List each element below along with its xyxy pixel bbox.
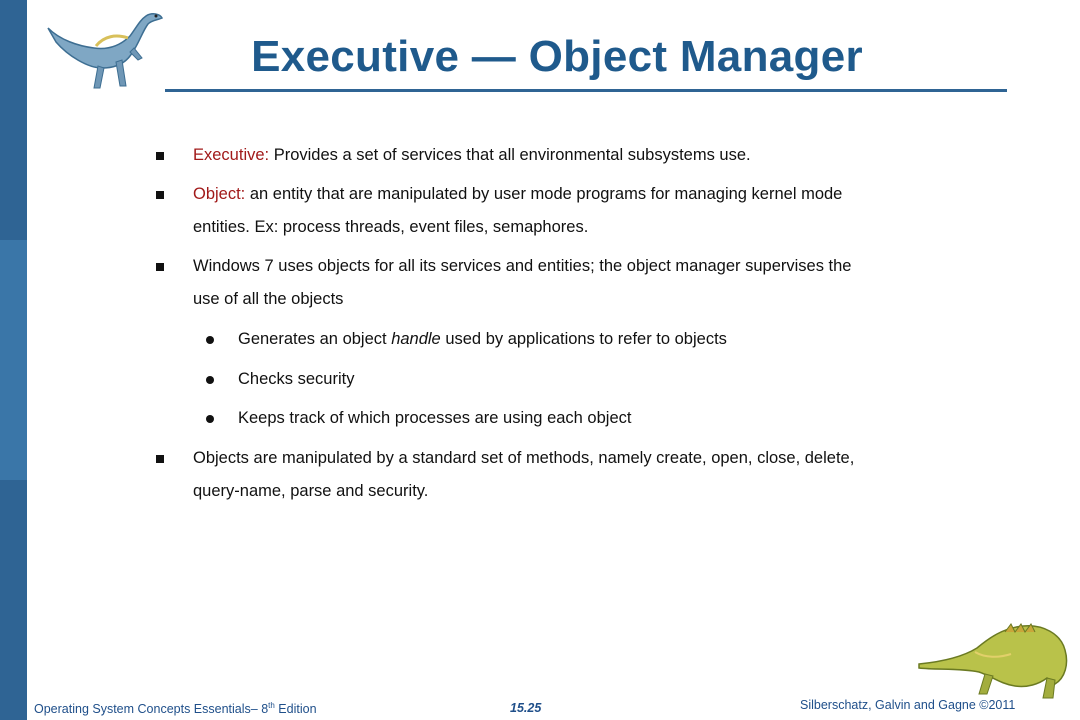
bullet-text-line2: entities. Ex: process threads, event files, semaphores. bbox=[193, 218, 589, 236]
bullet-text: Objects are manipulated by a standard set of methods, namely create, open, close, delete, bbox=[193, 449, 855, 467]
bullet-text: Provides a set of services that all environmental subsystems use. bbox=[269, 146, 751, 164]
round-bullet-icon bbox=[206, 415, 214, 423]
square-bullet-icon bbox=[156, 152, 164, 160]
term-executive: Executive: bbox=[193, 146, 270, 164]
term-object: Object: bbox=[193, 185, 246, 203]
bullet-object bbox=[193, 178, 842, 244]
bullet-windows7 bbox=[193, 250, 852, 316]
sub-bullet-handle bbox=[238, 323, 727, 356]
bullet-executive bbox=[193, 139, 751, 172]
round-bullet-icon bbox=[206, 376, 214, 384]
sub-bullet-text: used by applications to refer to objects bbox=[440, 330, 727, 348]
bullet-text-line2: use of all the objects bbox=[193, 290, 344, 308]
square-bullet-icon bbox=[156, 263, 164, 271]
footer-copyright: Silberschatz, Galvin and Gagne ©2011 bbox=[800, 698, 1016, 712]
sub-bullet-text: Generates an object bbox=[238, 330, 392, 348]
footer-book-title-text: Operating System Concepts Essentials– 8 bbox=[34, 702, 269, 717]
bullet-text: an entity that are manipulated by user mode programs for managing kernel mode bbox=[245, 185, 843, 203]
footer-superscript: th bbox=[268, 701, 275, 710]
footer-page-number: 15.25 bbox=[510, 701, 542, 715]
left-sidebar-bar bbox=[0, 0, 27, 720]
footer-edition-text: Edition bbox=[274, 702, 317, 717]
bullet-methods bbox=[193, 442, 854, 508]
dinosaur-logo-icon bbox=[915, 618, 1073, 700]
square-bullet-icon bbox=[156, 455, 164, 463]
bullet-text-line2: query-name, parse and security. bbox=[193, 482, 429, 500]
square-bullet-icon bbox=[156, 191, 164, 199]
slide-title: Executive — Object Manager bbox=[251, 32, 863, 81]
sidebar-band bbox=[0, 240, 27, 480]
round-bullet-icon bbox=[206, 336, 214, 344]
footer-book-title bbox=[34, 701, 317, 716]
sub-bullet-emphasis: handle bbox=[391, 330, 441, 348]
sub-bullet-security: Checks security bbox=[238, 370, 355, 388]
bullet-text: Windows 7 uses objects for all its services and entities; the object manager supervises the bbox=[193, 257, 852, 275]
sub-bullet-tracking: Keeps track of which processes are using each object bbox=[238, 409, 632, 427]
title-underline bbox=[165, 89, 1007, 92]
